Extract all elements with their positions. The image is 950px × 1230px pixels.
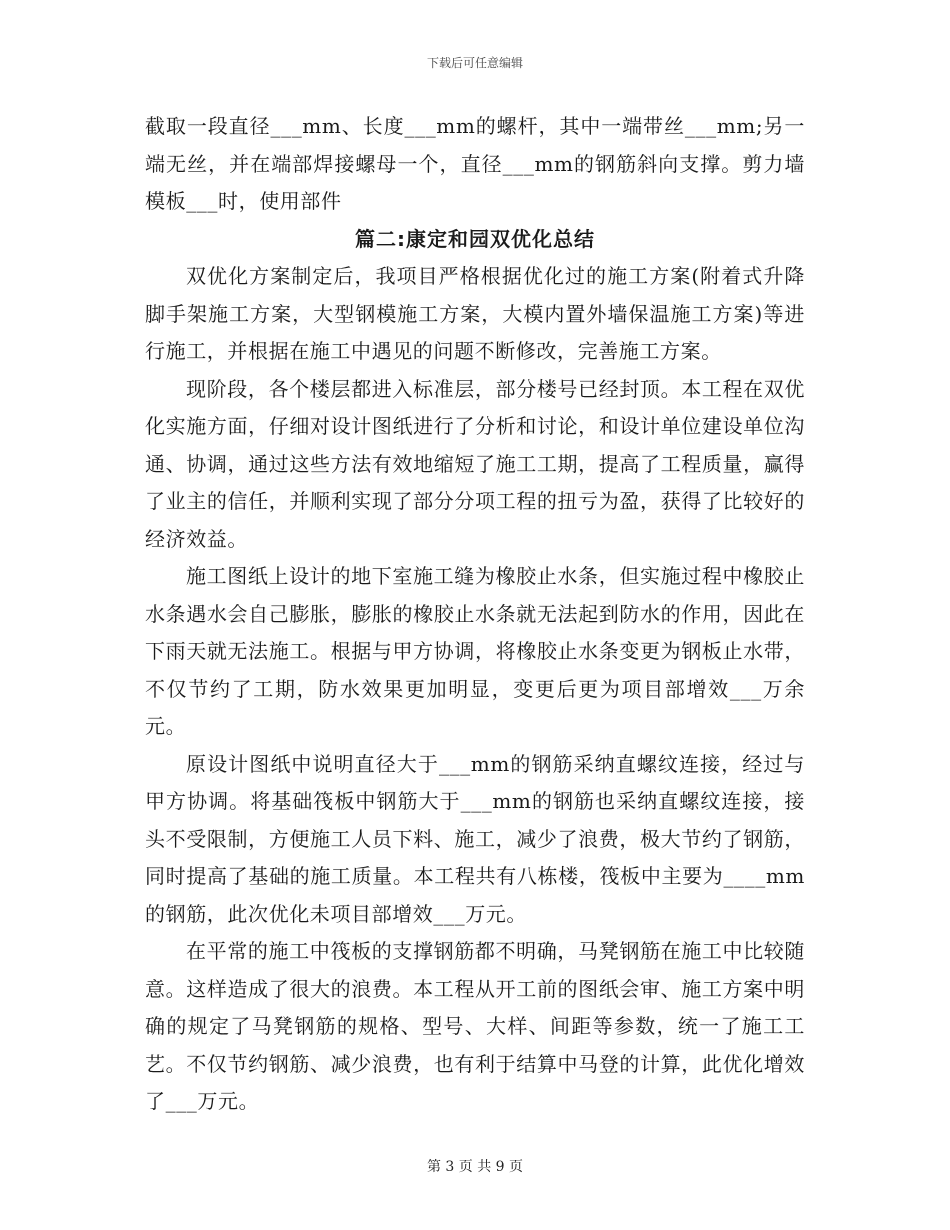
- paragraph-1: 双优化方案制定后，我项目严格根据优化过的施工方案(附着式升降脚手架施工方案，大型钢模施工方案，大模内置外墙保温施工方案)等进行施工，并根据在施工中遇见的问题不断修改，完善施工方案。: [145, 264, 805, 363]
- paragraph-continuation: 截取一段直径___mm、长度___mm的螺杆，其中一端带丝___mm;另一端无丝，并在端部焊接螺母一个，直径___mm的钢筋斜向支撑。剪力墙模板___时，使用部件: [145, 114, 805, 213]
- paragraph-4: 原设计图纸中说明直径大于___mm的钢筋采纳直螺纹连接，经过与甲方协调。将基础筏板中钢筋大于___mm的钢筋也采纳直螺纹连接，接头不受限制，方便施工人员下料、施工，减少了浪费，极大节约了钢筋，同时提高了基础的施工质量。本工程共有八栋楼，筏板中主要为____mm的钢筋，此次优化未项目部增效___万元。: [145, 751, 805, 926]
- paragraph-3: 施工图纸上设计的地下室施工缝为橡胶止水条，但实施过程中橡胶止水条遇水会自己膨胀，膨胀的橡胶止水条就无法起到防水的作用，因此在下雨天就无法施工。根据与甲方协调，将橡胶止水条变更为钢板止水带，不仅节约了工期，防水效果更加明显，变更后更为项目部增效___万余元。: [145, 564, 805, 738]
- page-footer: 第 3 页 共 9 页: [426, 1159, 524, 1175]
- page-header: 下载后可任意编辑: [426, 56, 523, 70]
- document-body: [145, 108, 805, 1121]
- paragraph-5: 在平常的施工中筏板的支撑钢筋都不明确，马凳钢筋在施工中比较随意。这样造成了很大的浪费。本工程从开工前的图纸会审、施工方案中明确的规定了马凳钢筋的规格、型号、大样、间距等参数，统一了施工工艺。不仅节约钢筋、减少浪费，也有利于结算中马登的计算，此优化增效了___万元。: [145, 939, 805, 1113]
- paragraph-2: 现阶段，各个楼层都进入标准层，部分楼号已经封顶。本工程在双优化实施方面，仔细对设计图纸进行了分析和讨论，和设计单位建设单位沟通、协调，通过这些方法有效地缩短了施工工期，提高了工程质量，赢得了业主的信任，并顺利实现了部分分项工程的扭亏为盈，获得了比较好的经济效益。: [145, 376, 805, 551]
- section-title: 篇二:康定和园双优化总结: [355, 226, 595, 251]
